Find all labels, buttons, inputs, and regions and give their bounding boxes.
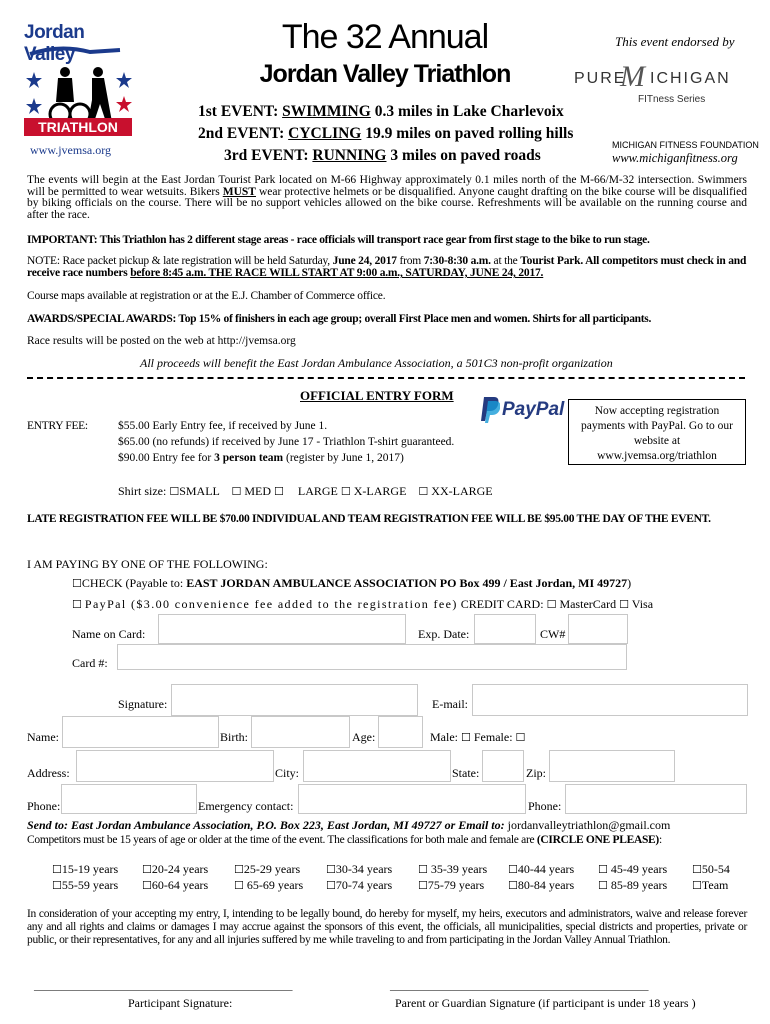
zip-field[interactable]: [549, 750, 675, 782]
age-group-option[interactable]: ☐15-19 years: [52, 862, 119, 876]
gender-row: Male: ☐ Female: ☐: [430, 730, 526, 744]
fee-standard: $65.00 (no refunds) if received by June 17 - Triathlon T-shirt guaranteed.: [118, 436, 455, 448]
email-field[interactable]: [472, 684, 748, 716]
shirt-med-checkbox-2[interactable]: ☐: [273, 485, 284, 498]
emergency-phone-label: Phone:: [528, 799, 562, 813]
event-2-line: 2nd EVENT: CYCLING 19.9 miles on paved rolling hills: [198, 125, 574, 142]
logo-banner: TRIATHLON: [24, 118, 132, 136]
age-group-option[interactable]: ☐60-64 years: [142, 878, 209, 892]
endorsed-text: This event endorsed by: [615, 34, 735, 49]
age-group-option[interactable]: ☐55-59 years: [52, 878, 119, 892]
dashed-divider: [27, 377, 745, 379]
zip-label: Zip:: [526, 766, 546, 780]
age-group-option[interactable]: ☐ 65-69 years: [234, 878, 304, 892]
logo-website[interactable]: www.jvemsa.org: [30, 143, 111, 157]
emergency-contact-field[interactable]: [298, 784, 526, 814]
age-field[interactable]: [378, 716, 423, 748]
age-group-option[interactable]: ☐Team: [692, 878, 729, 892]
proceeds-note: All proceeds will benefit the East Jordan Ambulance Association, a 501C3 non-profit organization: [140, 356, 613, 370]
address-label: Address:: [27, 766, 70, 780]
age-group-option[interactable]: ☐ 85-89 years: [598, 878, 668, 892]
age-group-option[interactable]: ☐75-79 years: [418, 878, 485, 892]
paypal-option: ☐ PayPal ($3.00 convenience fee added to the registration fee) CREDIT CARD: ☐ MasterCard ☐ Visa: [72, 597, 654, 611]
results-note: Race results will be posted on the web at http://jvemsa.org: [27, 335, 296, 347]
awards-note: AWARDS/SPECIAL AWARDS: Top 15% of finishers in each age group; overall First Place men and women. Shirts for all participants.: [27, 313, 652, 325]
mastercard-checkbox[interactable]: ☐: [546, 598, 557, 611]
age-group-option[interactable]: ☐ 35-39 years: [418, 862, 488, 876]
birth-field[interactable]: [251, 716, 350, 748]
page-title: The 32 Annual: [281, 18, 489, 56]
late-fee-note: LATE REGISTRATION FEE WILL BE $70.00 INDIVIDUAL AND TEAM REGISTRATION FEE WILL BE $95.00 THE DAY OF THE EVENT.: [27, 513, 711, 525]
send-to-note: Send to: East Jordan Ambulance Association, P.O. Box 223, East Jordan, MI 49727 or Email to: jordanvalleytriathlon@gmail.com: [27, 818, 671, 832]
info-paragraph: The events will begin at the East Jordan Tourist Park located on M-66 Highway approximately 0.1 miles north of the M-66/M-32 intersection. Swimmers will be permitted to wear wetsuits. Bikers MUST wear protective helmets or be disqualified. Anyone caught drafting on the bike course will be disqualified by biking officials on the course. There will be no support vehicles allowed on the bike course. Refreshments will be available on the running course and after the race.: [27, 174, 747, 221]
signature-field[interactable]: [171, 684, 418, 716]
exp-date-field[interactable]: [474, 614, 536, 644]
email-label: E-mail:: [432, 697, 468, 711]
name-label: Name:: [27, 730, 59, 744]
emergency-phone-field[interactable]: [565, 784, 747, 814]
age-group-option[interactable]: ☐ 45-49 years: [598, 862, 668, 876]
cvv-field[interactable]: [568, 614, 628, 644]
pure-michigan-logo: [574, 62, 744, 112]
exp-date-label: Exp. Date:: [418, 627, 470, 641]
paypal-checkbox[interactable]: ☐: [72, 598, 82, 611]
age-group-option[interactable]: ☐70-74 years: [326, 878, 393, 892]
male-checkbox[interactable]: ☐: [461, 731, 471, 744]
emergency-contact-label: Emergency contact:: [198, 799, 294, 813]
shirt-size-row: Shirt size: ☐SMALL ☐ MED ☐ LARGE ☐ X-LARGE ☐ XX-LARGE: [118, 484, 493, 498]
brand-left: PURE: [574, 70, 627, 87]
page-subtitle: Jordan Valley Triathlon: [259, 60, 511, 88]
paying-label: I AM PAYING BY ONE OF THE FOLLOWING:: [27, 557, 268, 571]
paypal-wordmark: PayPal: [502, 399, 565, 420]
shirt-large-checkbox[interactable]: ☐: [340, 485, 351, 498]
age-group-option[interactable]: ☐80-84 years: [508, 878, 575, 892]
form-title: OFFICIAL ENTRY FORM: [300, 388, 454, 403]
participant-signature-line[interactable]: _______________________________________________: [34, 980, 293, 992]
guardian-signature-label: Parent or Guardian Signature (if participant is under 18 years ): [395, 996, 696, 1010]
age-groups-row-1: [52, 862, 752, 878]
shirt-xxlarge-checkbox[interactable]: ☐: [418, 485, 429, 498]
brand-series: FITness Series: [638, 94, 706, 105]
participant-signature-label: Participant Signature:: [128, 996, 233, 1010]
course-maps-note: Course maps available at registration or at the E.J. Chamber of Commerce office.: [27, 290, 386, 302]
check-checkbox[interactable]: ☐: [72, 577, 82, 590]
name-field[interactable]: [62, 716, 219, 748]
phone-label: Phone:: [27, 799, 61, 813]
shirt-small-checkbox[interactable]: ☐: [169, 485, 180, 498]
birth-label: Birth:: [220, 730, 249, 744]
age-group-option[interactable]: ☐25-29 years: [234, 862, 301, 876]
important-note: IMPORTANT: This Triathlon has 2 different stage areas - race officials will transport race gear from first stage to the bike to run stage.: [27, 234, 650, 246]
check-option: ☐CHECK (Payable to: EAST JORDAN AMBULANCE ASSOCIATION PO Box 499 / East Jordan, MI 49727): [72, 576, 632, 590]
age-group-option[interactable]: ☐30-34 years: [326, 862, 393, 876]
name-on-card-field[interactable]: [158, 614, 406, 644]
city-label: City:: [275, 766, 300, 780]
age-group-option[interactable]: ☐40-44 years: [508, 862, 575, 876]
foundation-name: MICHIGAN FITNESS FOUNDATION: [612, 140, 759, 150]
fee-early: $55.00 Early Entry fee, if received by June 1.: [118, 420, 328, 432]
address-field[interactable]: [76, 750, 274, 782]
shirt-size-label: Shirt size:: [118, 484, 167, 498]
paypal-logo: [480, 395, 565, 425]
city-field[interactable]: [303, 750, 451, 782]
paypal-icon: [480, 395, 500, 423]
card-number-label: Card #:: [72, 656, 108, 670]
age-group-option[interactable]: ☐50-54: [692, 862, 730, 876]
card-number-field[interactable]: [117, 644, 627, 670]
event-logo: [20, 20, 138, 138]
age-group-option[interactable]: ☐20-24 years: [142, 862, 209, 876]
paypal-notice-box: [568, 399, 746, 465]
phone-field[interactable]: [61, 784, 197, 814]
brand-m: M: [620, 60, 645, 93]
logo-title: Jordan Valley: [24, 22, 85, 65]
paypal-notice-text: Now accepting registration payments with PayPal. Go to our website at www.jvemsa.org/triathlon: [580, 405, 734, 462]
age-classification-note: Competitors must be 15 years of age or older at the time of the event. The classifications for both male and female are (CIRCLE ONE PLEASE):: [27, 834, 662, 846]
name-on-card-label: Name on Card:: [72, 627, 146, 641]
signature-label: Signature:: [118, 697, 168, 711]
guardian-signature-line[interactable]: _______________________________________________: [390, 980, 649, 992]
pickup-note: NOTE: Race packet pickup & late registration will be held Saturday, June 24, 2017 from 7:30-8:30 a.m. at the Tourist Park. All competitors must check in and receive race numbers before 8:45 a.m. THE RACE WILL START AT 9:00 a.m., SATURDAY, JUNE 24, 2017.: [27, 255, 747, 279]
event-1-line: 1st EVENT: SWIMMING 0.3 miles in Lake Charlevoix: [198, 103, 564, 120]
visa-checkbox[interactable]: ☐: [619, 598, 629, 611]
cvv-label: CW#: [540, 627, 566, 641]
state-label: State:: [452, 766, 480, 780]
age-label: Age:: [352, 730, 376, 744]
state-field[interactable]: [482, 750, 524, 782]
fee-team: $90.00 Entry fee for 3 person team (register by June 1, 2017): [118, 452, 404, 464]
event-3-line: 3rd EVENT: RUNNING 3 miles on paved roads: [224, 147, 541, 164]
shirt-med-checkbox[interactable]: ☐: [231, 485, 242, 498]
foundation-website[interactable]: www.michiganfitness.org: [612, 151, 738, 165]
age-groups-row-2: [52, 878, 752, 894]
waiver-text: In consideration of your accepting my entry, I, intending to be legally bound, do hereby for myself, my heirs, executors and administrators, waive and release forever any and all rights and claims or damages I may accrue against the sponsors of this event, the officials, all municipalities, special districts and properties, private or public, or their representatives, for any and all injuries suffered by me while traveling to and from participating in the Jordan Valley Annual Triathlon.: [27, 908, 747, 946]
female-checkbox[interactable]: ☐: [515, 731, 526, 744]
brand-right: ICHIGAN: [650, 70, 731, 87]
entry-fee-label: ENTRY FEE:: [27, 420, 88, 432]
